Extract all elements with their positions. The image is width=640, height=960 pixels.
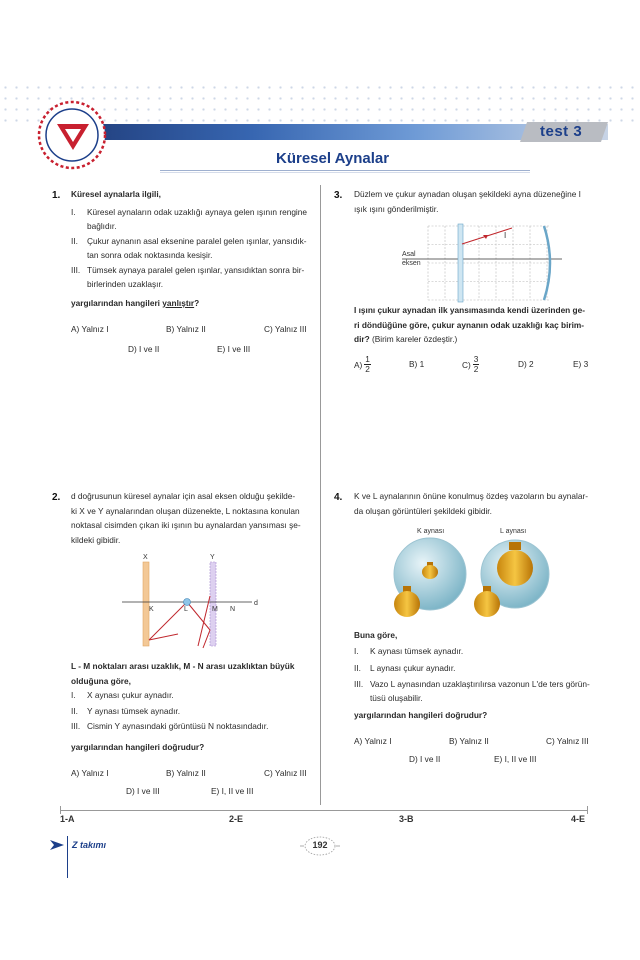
q3-choice-a-denominator: 2 [365, 364, 370, 374]
q2-choice-b[interactable]: B) Yalnız II [166, 768, 206, 778]
q4-item-3-line-2: tüsü oluşabilir. [370, 692, 423, 703]
q2-choice-e[interactable]: E) I, II ve III [211, 786, 254, 796]
q3-axis-label-1: Asal [402, 251, 416, 258]
q3-choice-c-label: C) [462, 359, 471, 370]
publisher-logo-icon [35, 98, 109, 172]
q2-item-1 [71, 689, 316, 703]
q2-mirror-y [210, 562, 216, 646]
q4-stem-line-2: da oluşan görüntüleri şekildeki gibidir. [354, 505, 492, 516]
q1-choice-a[interactable]: A) Yalnız I [71, 324, 109, 334]
q2-item-2-text: Y aynası tümsek aynadır. [87, 705, 181, 716]
q3-choice-a[interactable] [354, 355, 371, 374]
q4-item-3-line-1: Vazo L aynasından uzaklaştırılırsa vazonun L'de ters görün- [370, 679, 590, 689]
q3-question-line-1: I ışını çukur aynadan ilk yansımasında kendi üzerinden ge- [354, 305, 586, 315]
q3-choice-a-fraction [364, 355, 371, 374]
answer-key-tick-left [60, 806, 61, 814]
answer-key-tick-right [587, 806, 588, 814]
q2-stem-line-1: d doğrusunun küresel aynalar için asal eksen olduğu şekilde- [71, 491, 296, 501]
q2-label-y: Y [210, 554, 215, 561]
q2-item-2 [71, 705, 316, 719]
q2-label-d: d [254, 600, 258, 607]
q1-item-1-roman: I. [71, 207, 76, 217]
q3-stem-line-2: ışık ışını gönderilmiştir. [354, 203, 439, 214]
q1-question [71, 296, 199, 311]
q3-choice-a-label: A) [354, 359, 363, 370]
q1-item-2-line-1: Çukur aynanın asal eksenine paralel gelen ışınlar, yansıdık- [87, 236, 307, 246]
q4-item-2-roman: II. [354, 662, 361, 673]
q3-mirror-grid-figure [400, 222, 570, 304]
q1-item-1-line-2: bağlıdır. [87, 220, 117, 231]
q3-choice-c-denominator: 2 [473, 364, 479, 374]
answer-2: 2-E [229, 814, 244, 824]
q4-label-k: K aynası [417, 528, 445, 535]
page-title: Küresel Aynalar [276, 150, 390, 167]
q4-choice-a[interactable]: A) Yalnız I [354, 736, 392, 746]
q2-item-1-text: X aynası çukur aynadır. [87, 690, 174, 700]
q3-stem-line-1: Düzlem ve çukur aynadan oluşan şekildeki ayna düzeneğine I [354, 189, 581, 199]
q3-choice-c[interactable] [462, 355, 479, 374]
q2-item-3 [71, 720, 316, 734]
q3-choice-c-numerator: 3 [473, 354, 479, 364]
q1-item-2 [71, 235, 316, 262]
q4-item-1-text: K aynası tümsek aynadır. [370, 646, 464, 656]
brand-name: Z takımı [72, 840, 107, 850]
brand-divider [67, 836, 68, 878]
q2-ray-2-reflected [203, 630, 210, 648]
q4-choice-c[interactable]: C) Yalnız III [546, 736, 589, 746]
q2-label-k: K [149, 606, 154, 613]
q2-stem-line-3: noktasal cisimden çıkan iki ışının bu aynalardan yansıması şe- [71, 520, 301, 530]
q2-condition-line-2: olduğuna göre, [71, 675, 131, 686]
q1-item-3-line-2: birlerinden uzaklaşır. [87, 278, 164, 289]
answer-4: 4-E [571, 814, 586, 824]
title-underline [160, 170, 530, 171]
q1-number: 1. [52, 190, 61, 201]
q4-stem-line-1: K ve L aynalarının önüne konulmuş özdeş vazoların bu aynalar- [354, 491, 588, 501]
q2-choice-a[interactable]: A) Yalnız I [71, 768, 109, 778]
q2-stem [71, 489, 316, 547]
q1-choice-d[interactable]: D) I ve II [128, 344, 160, 354]
q2-item-2-roman: II. [71, 705, 78, 716]
q4-lead: Buna göre, [354, 630, 398, 640]
q1-item-1-line-1: Küresel aynaların odak uzaklığı aynaya gelen ışının rengine [87, 207, 308, 217]
q4-items [354, 645, 592, 705]
q2-ray-1-reflected [149, 634, 178, 640]
q2-mirror-figure [118, 550, 268, 650]
q2-ray-3 [198, 596, 210, 646]
q3-choice-e[interactable]: E) 3 [573, 359, 589, 369]
q4-number: 4. [334, 492, 343, 503]
q4-choice-e[interactable]: E) I, II ve III [494, 754, 537, 764]
q2-choice-d[interactable]: D) I ve III [126, 786, 160, 796]
q3-number: 3. [334, 190, 343, 201]
q1-item-3-line-1: Tümsek aynaya paralel gelen ışınlar, yansıdıktan sonra bir- [87, 265, 305, 275]
q2-mirror-x [143, 562, 149, 646]
q3-note: (Birim kareler özdeştir.) [371, 334, 458, 344]
q2-label-l: L [184, 606, 188, 613]
q1-items [71, 206, 316, 291]
q3-stem [354, 187, 590, 216]
q1-item-2-roman: II. [71, 236, 78, 246]
q4-item-2 [354, 662, 592, 676]
q4-stem [354, 489, 592, 518]
answer-key-line [60, 810, 587, 811]
q2-label-x: X [143, 554, 148, 561]
q1-question-suffix: ? [194, 298, 200, 308]
test-label: test 3 [540, 123, 583, 140]
q2-item-1-roman: I. [71, 690, 76, 700]
q1-question-prefix: yargılarından hangileri [71, 298, 163, 308]
q2-item-3-text: Cismin Y aynasındaki görüntüsü N noktasındadır. [87, 721, 269, 731]
q4-vases-figure [385, 524, 565, 624]
q2-items [71, 689, 316, 734]
q1-choice-c[interactable]: C) Yalnız III [264, 324, 307, 334]
q1-question-underlined: yanlıştır [162, 298, 195, 308]
q2-label-m: M [212, 606, 218, 613]
q3-plane-mirror [458, 224, 463, 302]
q4-choice-d[interactable]: D) I ve II [409, 754, 441, 764]
q4-item-3 [354, 678, 592, 705]
q4-question: yargılarından hangileri doğrudur? [354, 710, 488, 720]
q1-choice-e[interactable]: E) I ve III [217, 344, 251, 354]
q2-condition-line-1: L - M noktaları arası uzaklık, M - N arası uzaklıktan büyük [71, 661, 295, 671]
answer-1: 1-A [60, 814, 75, 824]
q3-choice-d[interactable]: D) 2 [518, 359, 534, 369]
q4-choice-b[interactable]: B) Yalnız II [449, 736, 489, 746]
q2-item-3-roman: III. [71, 721, 81, 731]
q2-ray-1 [149, 602, 187, 640]
answer-3: 3-B [399, 814, 414, 824]
q2-label-n: N [230, 606, 236, 613]
q4-item-3-roman: III. [354, 679, 364, 689]
q3-choice-b[interactable]: B) 1 [409, 359, 425, 369]
q4-item-2-text: L aynası çukur aynadır. [370, 662, 456, 673]
q2-object-l [184, 599, 191, 606]
q3-question-line-3: dir? [354, 334, 370, 344]
q3-ray-label: I [504, 231, 507, 240]
q4-label-l: L aynası [500, 528, 527, 535]
page-number: 192 [312, 840, 328, 850]
q3-axis-label-2: eksen [402, 260, 421, 267]
q1-stem: Küresel aynalarla ilgili, [71, 189, 161, 199]
q2-question: yargılarından hangileri doğrudur? [71, 742, 205, 752]
q1-choice-b[interactable]: B) Yalnız II [166, 324, 206, 334]
column-divider [320, 185, 321, 805]
q1-item-1 [71, 206, 316, 233]
q3-question-line-2: ri döndüğüne göre, çukur aynanın odak uzaklığı kaç birim- [354, 319, 585, 330]
q2-number: 2. [52, 492, 61, 503]
q3-choice-a-numerator: 1 [365, 354, 370, 364]
q2-condition [71, 659, 316, 688]
brand-arrow-icon [50, 840, 64, 850]
q2-choice-c[interactable]: C) Yalnız III [264, 768, 307, 778]
title-underline-light [160, 172, 530, 173]
q3-question [354, 303, 592, 347]
q4-item-1 [354, 645, 592, 659]
q2-stem-line-4: kildeki gibidir. [71, 534, 121, 545]
q4-item-1-roman: I. [354, 646, 359, 656]
q2-ray-2 [187, 602, 210, 630]
q1-item-3-roman: III. [71, 265, 81, 275]
q1-item-2-line-2: tan sonra odak noktasında kesişir. [87, 249, 213, 260]
q2-stem-line-2: ki X ve Y aynalarından oluşan düzenekte, L noktasına konulan [71, 505, 300, 516]
q1-item-3 [71, 264, 316, 291]
q3-choice-c-fraction [473, 355, 480, 374]
